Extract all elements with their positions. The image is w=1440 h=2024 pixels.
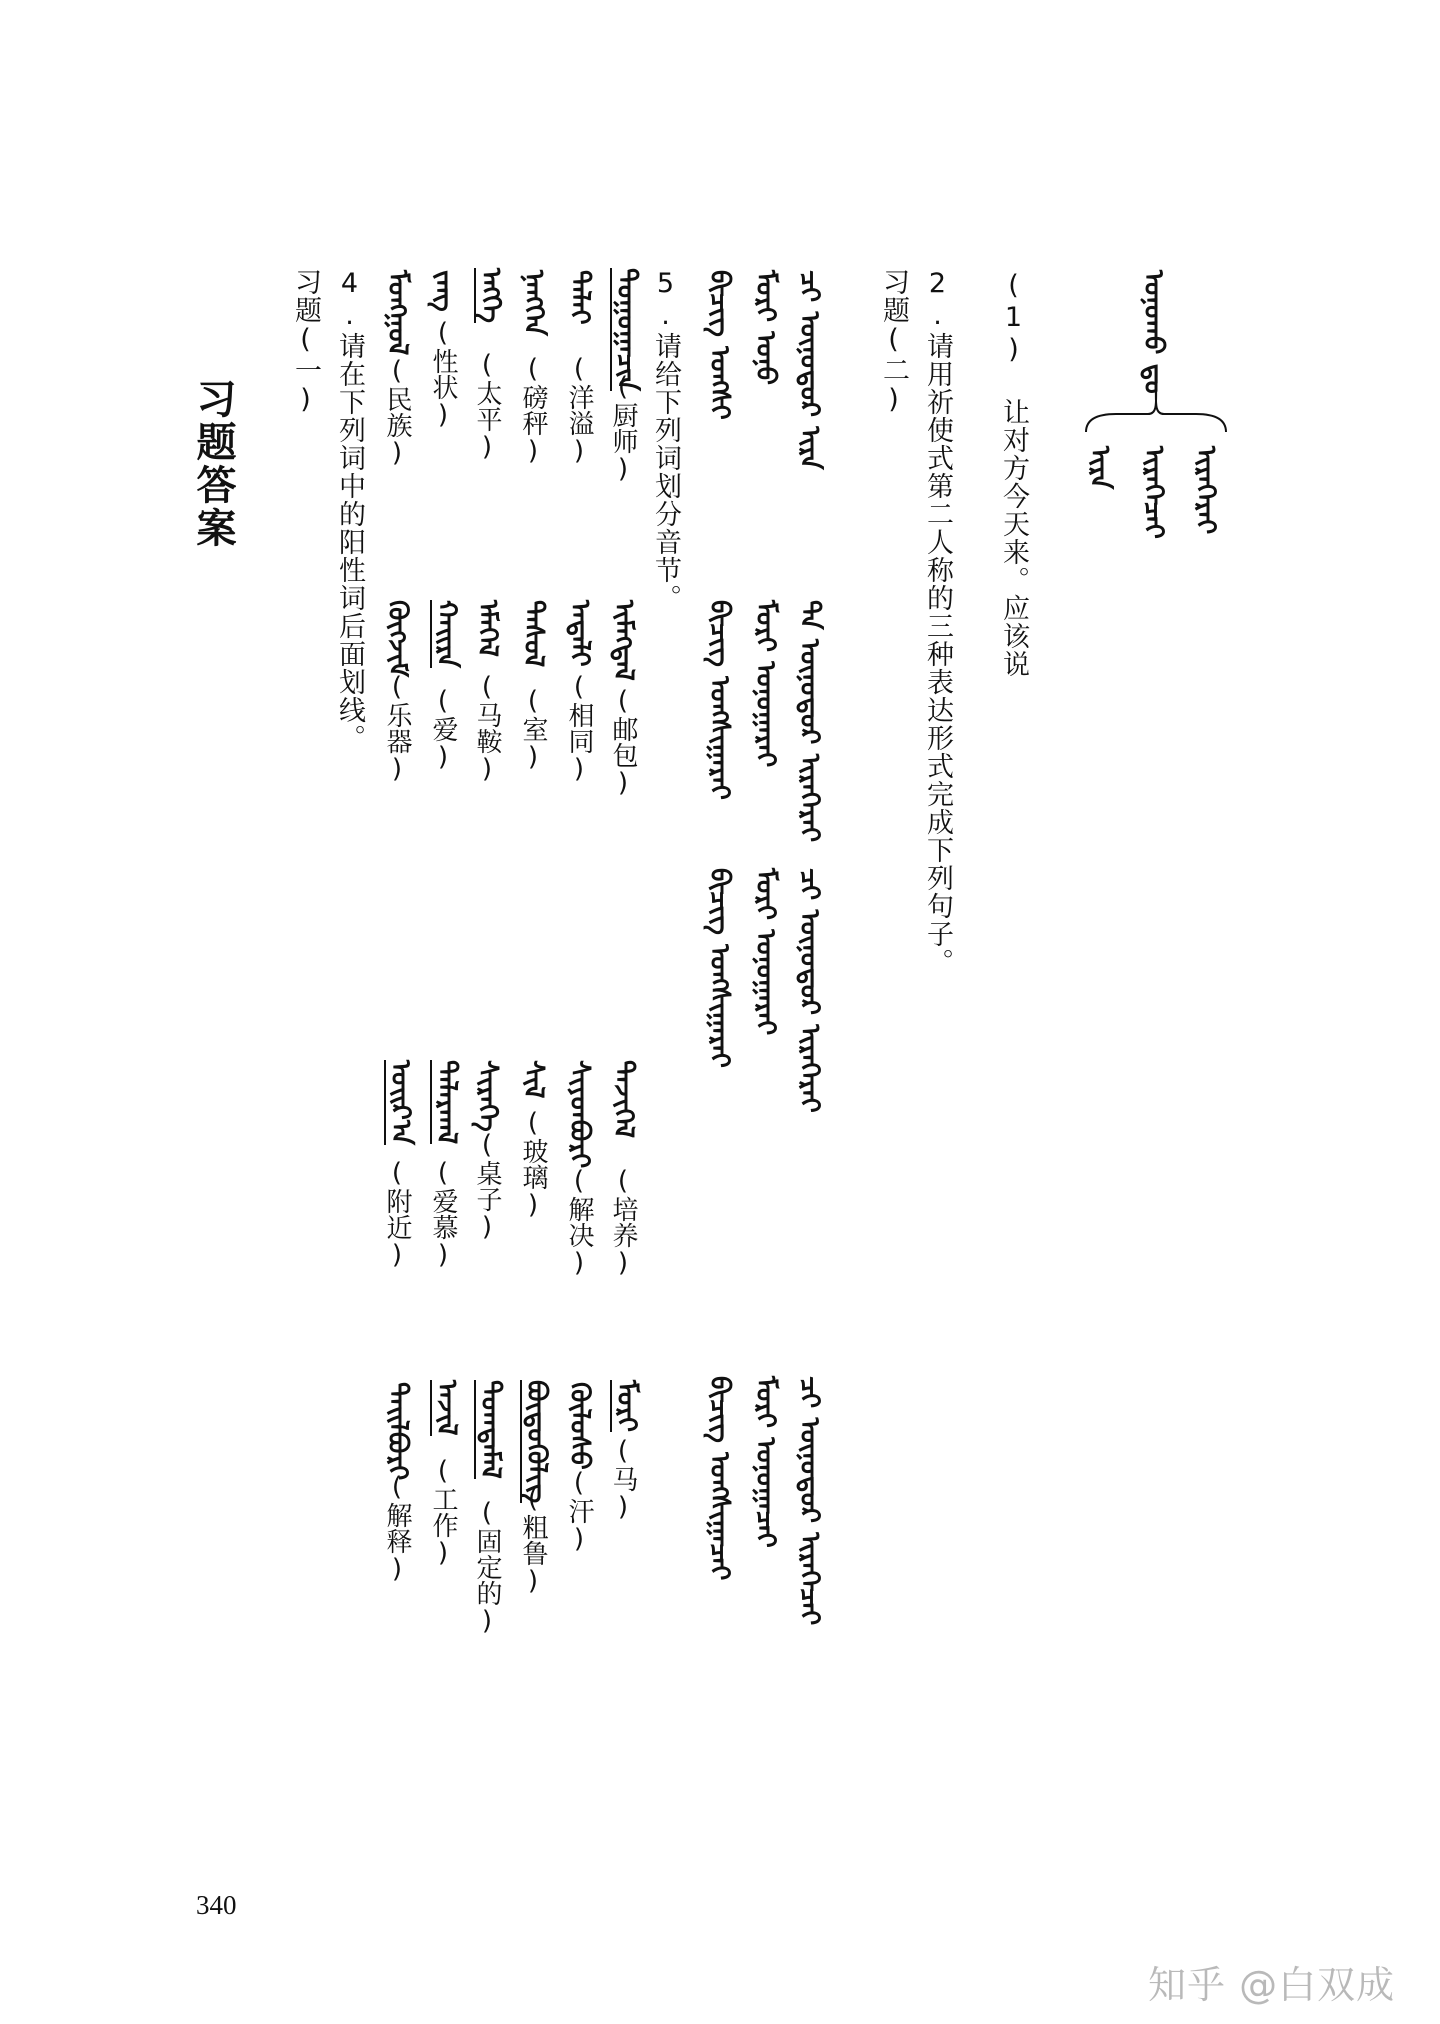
q5-word: ᠲᠣᠭᠣᠭᠠᠴᠢᠨ — [611, 268, 642, 391]
q1-option: ᠢᠷᠡᠭᠡᠷᠡᠢ — [1190, 446, 1221, 535]
q5-gloss: (厨师) — [608, 372, 638, 484]
q4-gloss: (爱) — [428, 686, 458, 772]
q4-gloss: (乐器) — [382, 672, 412, 784]
q4-word: ᠠᠵᠢᠯ — [431, 1380, 462, 1436]
q2-answer: ᠪᠢᠴᠢᠭ ᠤᠩᠰᠢᠭᠠᠷᠠᠢ — [704, 868, 735, 1068]
q4-word: ᠰᠢᠷᠡᠭᠡ — [472, 1060, 503, 1132]
q4-gloss: (解释) — [382, 1472, 412, 1584]
q4-gloss: (性状) — [428, 318, 458, 430]
q4-instruction: 4.请在下列词中的阳性词后面划线。 — [334, 268, 365, 752]
q2-answer: ᠮᠣᠷᠢ ᠤᠨᠤᠭᠠᠷᠠᠢ — [750, 600, 781, 768]
q4-word: ᠨᠡᠩᠭᠡᠨ — [518, 270, 549, 336]
q5-gloss: (培养) — [608, 1166, 638, 1278]
q4-word: ᠰᠢᠶᠳᠪᠦᠷᠢ — [564, 1060, 595, 1169]
q4-word: ᠲᠠᠢᠯᠪᠤᠷᠢ — [382, 1382, 413, 1481]
q4-gloss: (太平) — [472, 350, 502, 462]
q1-option: ᠢᠷᠡᠭᠡᠴᠡᠢ — [1138, 446, 1169, 539]
q2-sentence: ᠴᠢ ᠥᠨᠦᠳᠦᠷ ᠢᠷᠡ — [794, 270, 825, 470]
q4-gloss: (解决) — [564, 1166, 594, 1278]
q5-gloss: (邮包) — [608, 686, 638, 798]
q4-word: ᠳᠠᠯᠠᠢ — [564, 270, 595, 325]
q4-word: ᠬᠦᠭᠵᠢᠮ — [382, 600, 413, 678]
q5-word: ᠢᠮᠡᠭᠲᠠᠯ — [608, 600, 639, 681]
q4-gloss: (附近) — [382, 1158, 412, 1270]
curly-brace-icon — [1082, 376, 1230, 436]
q4-gloss: (洋溢) — [564, 354, 594, 466]
watermark: 知乎 @白双成 — [1148, 1963, 1396, 2007]
q1-word: ᠣᠨᠣᠬᠤ ᠳᠤ — [1138, 270, 1169, 394]
q5-word: ᠮᠣᠷᠢ — [611, 1380, 642, 1433]
q4-gloss: (工作) — [428, 1456, 458, 1568]
q2-sentence: ᠪᠢᠴᠢᠭ ᠤᠩᠰᠢ — [704, 270, 735, 420]
q4-word: ᠰᠢᠯ — [518, 1060, 549, 1099]
q4-word: ᠲᠠᠯᠠᠷᠬᠠᠯ — [431, 1060, 462, 1145]
q4-gloss: (民族) — [382, 356, 412, 468]
q4-word: ᠡᠩᠭᠡ — [475, 268, 506, 324]
q4-word: ᠵᠠᠩ — [428, 270, 459, 312]
q4-gloss: (爱慕) — [428, 1158, 458, 1270]
q4-gloss: (磅秤) — [518, 354, 548, 466]
q4-word: ᠣᠢᠷ᠎ᠠ — [385, 1060, 416, 1146]
q2-answer: ᠲᠠ ᠥᠨᠦᠳᠦᠷ ᠢᠷᠡᠭᠡᠷᠡᠢ — [794, 600, 825, 843]
q4-word: ᠡᠮᠡᠭᠡᠯ — [472, 600, 503, 657]
q5-word: ᠲᠡᠵᠢᠭᠡᠯ — [608, 1060, 639, 1139]
q4-gloss: (马鞍) — [472, 672, 502, 784]
q2-answer: ᠪᠢᠴᠢᠭ ᠤᠩᠰᠢᠭᠠᠴᠠᠢ — [704, 1376, 735, 1581]
q2-answer: ᠴᠢ ᠥᠨᠦᠳᠦᠷ ᠢᠷᠡᠭᠡᠷᠡᠢ — [794, 868, 825, 1113]
q2-answer: ᠮᠣᠷᠢ ᠤᠨᠤᠭᠠᠴᠠᠢ — [750, 1376, 781, 1548]
q4-word: ᠲᠠᠰᠤᠯ — [518, 600, 549, 668]
q4-gloss: (粗鲁) — [518, 1484, 548, 1596]
exercise-two-title: 习题(二) — [878, 268, 909, 416]
q2-answer: ᠴᠢ ᠥᠨᠦᠳᠦᠷ ᠢᠷᠡᠭᠡᠴᠡᠢ — [794, 1376, 825, 1626]
q4-word: ᠬᠥᠯᠦᠰᠦ — [564, 1382, 595, 1470]
q4-gloss: (桌子) — [472, 1130, 502, 1242]
exercise-one-title: 习题(一) — [290, 268, 321, 416]
q2-answer: ᠮᠣᠷᠢ ᠤᠨᠤᠭᠠᠷᠠᠢ — [750, 868, 781, 1036]
page-number: 340 — [196, 1890, 237, 1920]
q4-gloss: (固定的) — [472, 1498, 502, 1636]
page-heading: 习题答案 — [190, 378, 236, 550]
q2-answer: ᠪᠢᠴᠢᠭ ᠤᠩᠰᠢᠭᠠᠷᠠᠢ — [704, 600, 735, 800]
q5-instruction: 5.请给下列词划分音节。 — [650, 268, 681, 612]
q5-gloss: (马) — [608, 1436, 638, 1522]
q4-gloss: (玻璃) — [518, 1108, 548, 1220]
q4-word: ᠬᠠᠢᠷᠠ — [431, 600, 462, 668]
q4-gloss: (汗) — [564, 1468, 594, 1554]
q4-word: ᠲᠣᠭᠲᠠᠮᠠᠯ — [475, 1380, 506, 1479]
q1-option: ᠢᠷᠡ — [1084, 446, 1115, 490]
q1-instruction: (1) 让对方今天来。应该说 — [998, 270, 1029, 678]
q4-word: ᠠᠳᠠᠯᠢ — [564, 600, 595, 667]
q4-word: ᠮᠣᠩᠭᠣᠯ — [382, 270, 413, 356]
q4-gloss: (室) — [518, 686, 548, 772]
q4-gloss: (相同) — [564, 672, 594, 784]
q2-sentence: ᠮᠣᠷᠢ ᠤᠨᠤ — [750, 270, 781, 385]
q4-word: ᠪᠦᠳᠦᠭᠦᠯᠢᠭ — [521, 1380, 552, 1504]
q2-instruction: 2.请用祈使式第二人称的三种表达形式完成下列句子。 — [922, 268, 953, 976]
